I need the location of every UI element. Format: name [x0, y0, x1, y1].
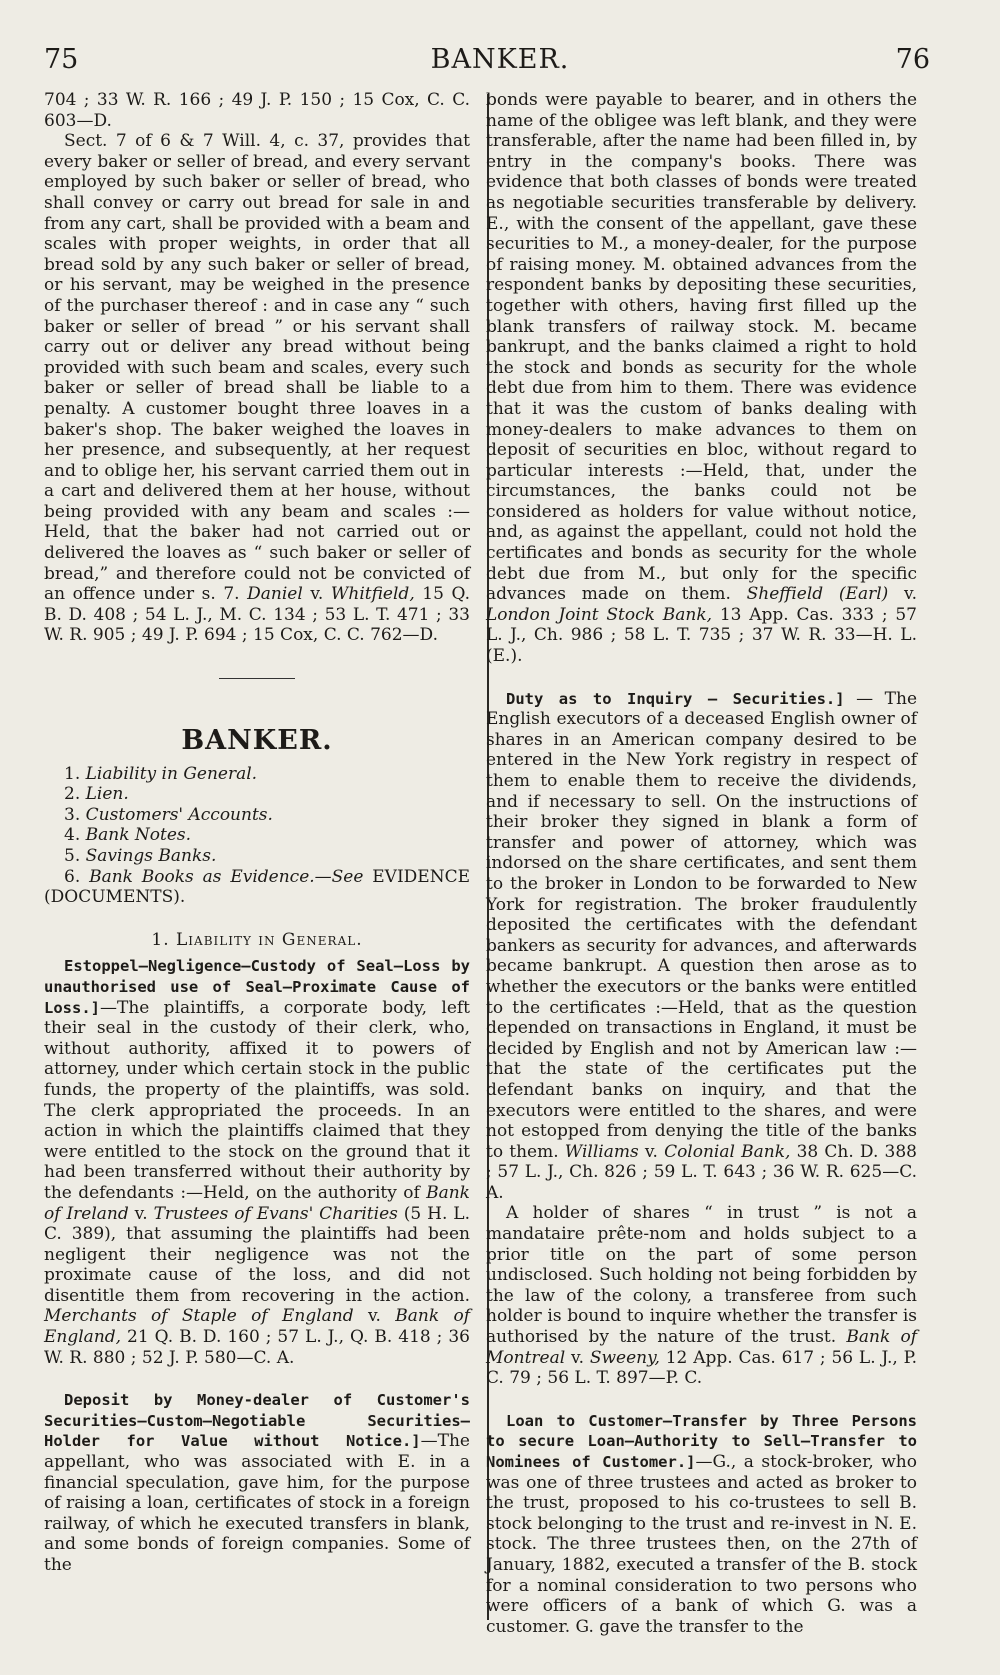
table-of-contents [64, 764, 470, 867]
versus: v. [302, 584, 331, 605]
case-name: Daniel [247, 584, 303, 605]
toc-item[interactable]: 2. Lien. [64, 784, 129, 805]
case-name: Sheffield (Earl) [746, 584, 889, 605]
toc-item[interactable]: 3. Customers' Accounts. [64, 804, 273, 825]
paragraph-text: Sect. 7 of 6 & 7 Will. 4, c. 37, provides that every baker or seller of bread, and every servant employed by such baker or seller of bread, who shall convey or carry out bread for sale in and from any cart, shall be provided with a beam and scales with proper weights, in order that all bread sold by any such baker or seller of bread, or his servant, may be weighed in the presence of the purchaser thereof : and in case any “ such baker or seller of bread ” or his servant shall carry out or deliver any bread without being provided with such beam and scales, every such baker or seller of bread shall be liable to a penalty. A customer bought three loaves in a baker's shop. The baker weighed the loaves in her presence, and subsequently, at her request and to oblige her, his servant carried them out in a cart and delivered them at her house, without being provided with any beam and scales :—Held, that the baker had not carried out or delivered the loaves as “ such baker or seller of bread,” and therefore could not be convicted of an offence under s. 7. [44, 131, 470, 605]
entry-heading: Loan to Customer—Transfer by Three Persons to secure Loan—Authority to Sell—Transfer to Nominees of Customer.] [486, 1411, 917, 1471]
digest-entry: Deposit by Money-dealer of Customer's Securities—Custom—Negotiable Securities—Holder for Value without Notice.]—The appellant, who was associated with E. in a financial speculation, gave him, for the purpose of raising a loan, certificates of stock in a foreign railway, of which he executed transfers in blank, and some bonds of foreign companies. Some of the [44, 1391, 470, 1575]
digest-entry: Loan to Customer—Transfer by Three Persons to secure Loan—Authority to Sell—Transfer to Nominees of Customer.]—G., a stock-broker, who was one of three trustees and acted as broker to the trust, proposed to his co-trustees to sell B. stock belonging to the trust and re-invest in N. E. stock. The three trustees then, on the 27th of January, 1882, executed a transfer of the B. stock for a nominal consideration to two persons who were officers of a bank of which G. was a customer. G. gave the transfer to the [486, 1411, 917, 1637]
toc-item[interactable]: 1. Liability in General. [64, 763, 258, 784]
citation: 21 Q. B. D. 160 ; 57 L. J., Q. B. 418 ; 36 W. R. 880 ; 52 J. P. 580—C. A. [44, 1327, 470, 1368]
digest-entry-continued: bonds were payable to bearer, and in others the name of the obligee was left blank, and they were transferable, after the name had been filled in, by entry in the company's books. There was evidence that both classes of bonds were treated as negotiable securities transferable by delivery. E., with the consent of the appellant, gave these securities to M., a money-dealer, for the purpose of raising money. M. obtained advances from the respondent banks by depositing these securities, together with others, having first filled up the blank transfers of railway stock. M. became bankrupt, and the banks claimed a right to hold the stock and bonds as security for the whole debt due from him to them. There was evidence that it was the custom of banks dealing with money-dealers to make advances to them on deposit of securities en bloc, without regard to particular interests :—Held, that, under the circumstances, the banks could not be considered as holders for value without notice, and, as against the appellant, could not hold the certificates and bonds as security for the whole debt due from M., but only for the specific advances made on them. Sheffield (Earl) v. London Joint Stock Bank, 13 App. Cas. 333 ; 57 L. J., Ch. 986 ; 58 L. T. 735 ; 37 W. R. 33—H. L. (E.). [486, 90, 917, 667]
case-name: Bank of Ireland [44, 1182, 470, 1224]
cross-reference: EVIDENCE (DOCUMENTS). [44, 866, 470, 908]
citation: 38 Ch. D. 388 ; 57 L. J., Ch. 826 ; 59 L. T. 643 ; 36 W. R. 625—C. A. [486, 1141, 917, 1203]
entry-heading: Estoppel—Negligence—Custody of Seal—Loss by unauthorised use of Seal—Proximate Cause of Loss.] [44, 957, 470, 1017]
citation: 12 App. Cas. 617 ; 56 L. J., P. C. 79 ; 56 L. T. 897—P. C. [486, 1347, 917, 1389]
digest-entry: Estoppel—Negligence—Custody of Seal—Loss by unauthorised use of Seal—Proximate Cause of Loss.]—The plaintiffs, a corporate body, left their seal in the custody of their clerk, who, without authority, affixed it to powers of attorney, under which certain stock in the public funds, the property of the plaintiffs, was sold. The clerk appropriated the proceeds. In an action in which the plaintiffs claimed that they were entitled to the stock on the ground that it had been transferred without their authority by the defendants :—Held, on the authority of Bank of Ireland v. Trustees of Evans' Charities (5 H. L. C. 389), that assuming the plaintiffs had been negligent their negligence was not the proximate cause of the loss, and did not disentitle them from recovering in the action. Merchants of Staple of England v. Bank of England, 21 Q. B. D. 160 ; 57 L. J., Q. B. 418 ; 36 W. R. 880 ; 52 J. P. 580—C. A. [44, 957, 470, 1368]
page-number-right: 76 [895, 44, 930, 75]
case-name: Merchants of Staple of England [44, 1306, 354, 1327]
section-title: BANKER. [181, 725, 333, 757]
paragraph [44, 131, 470, 646]
paragraph: 704 ; 33 W. R. 166 ; 49 J. P. 150 ; 15 Cox, C. C. 603—D. [44, 90, 470, 131]
case-name: Whitfield, [330, 584, 415, 605]
entry-heading: Deposit by Money-dealer of Customer's Securities—Custom—Negotiable Securities—Holder for Value without Notice.] [44, 1391, 470, 1451]
digest-entry: A holder of shares “ in trust ” is not a mandataire prête-nom and holds subject to a prior title on the part of some person undisclosed. Such holding not being forbidden by the law of the colony, a transferee from such holder is bound to inquire whether the transfer is authorised by the nature of the trust. Bank of Montreal v. Sweeny, 12 App. Cas. 617 ; 56 L. J., P. C. 79 ; 56 L. T. 897—P. C. [486, 1203, 917, 1389]
right-column [486, 90, 917, 1637]
case-name: Colonial Bank, [664, 1141, 791, 1162]
case-name: London Joint Stock Bank, [486, 604, 713, 625]
toc-item[interactable]: 6. Bank Books as Evidence.—See EVIDENCE (DOCUMENTS). [44, 866, 470, 908]
case-name: Sweeny, [589, 1347, 660, 1368]
toc-item[interactable]: 5. Savings Banks. [64, 846, 217, 866]
case-name: Trustees of Evans' Charities [153, 1203, 398, 1224]
citation: 15 Q. B. D. 408 ; 54 L. J., M. C. 134 ; 53 L. T. 471 ; 33 W. R. 905 ; 49 J. P. 694 ; 15 Cox, C. C. 762—D. [44, 584, 470, 646]
citation: 13 App. Cas. 333 ; 57 L. J., Ch. 986 ; 58 L. T. 735 ; 37 W. R. 33—H. L. (E.). [486, 604, 917, 667]
digest-entry: Duty as to Inquiry — Securities.] — The English executors of a deceased English owner of shares in an American company desired to be entered in the New York registry in respect of them to enable them to receive the dividends, and if necessary to sell. On the instructions of their broker they signed in blank a form of transfer and power of attorney, which was indorsed on the share certificates, and sent them to the broker in London to be forwarded to New York for registration. The broker fraudulently deposited the certificates with the defendant bankers as security for advances, and afterwards became bankrupt. A question then arose as to whether the executors or the banks were entitled to the certificates :—Held, that as the question depended on transactions in England, it must be decided by English and not by American law :—that the state of the certificates put the defendant banks on inquiry, and that the executors were entitled to the shares, and were not estopped from denying the title of the banks to them. Williams v. Colonial Bank, 38 Ch. D. 388 ; 57 L. J., Ch. 826 ; 59 L. T. 643 ; 36 W. R. 625—C. A. [486, 688, 918, 1203]
toc-item[interactable]: 4. Bank Notes. [64, 825, 192, 846]
page-header [0, 44, 1000, 84]
subsection-title: 1. Liability in General. [151, 929, 363, 950]
case-name: Williams [564, 1141, 639, 1162]
case-name: Bank of Montreal [486, 1327, 917, 1368]
running-title: BANKER. [430, 44, 570, 75]
entry-heading: Duty as to Inquiry — Securities.] [506, 689, 845, 708]
case-name: Bank of England, [44, 1306, 470, 1348]
page-number-left: 75 [44, 44, 79, 75]
left-column [44, 90, 470, 1576]
